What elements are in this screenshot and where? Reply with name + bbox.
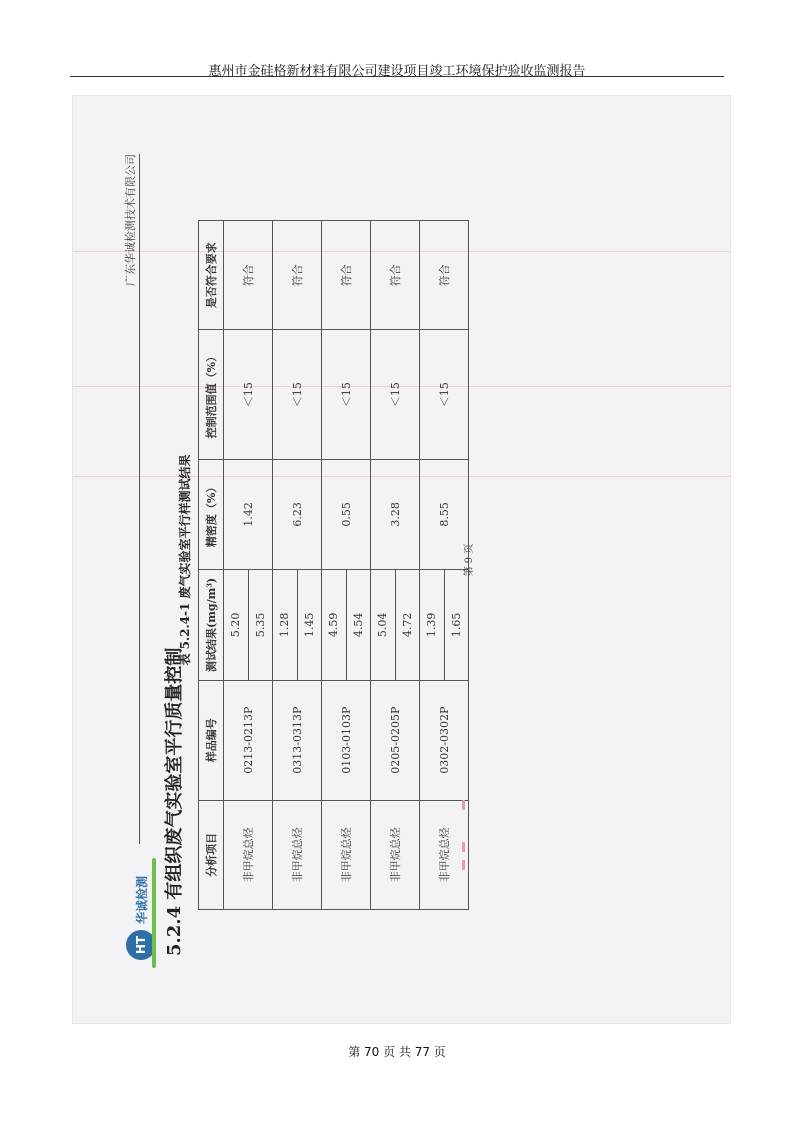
cell-precision: 8.55	[419, 459, 468, 569]
table-caption: 表 5.2.4-1 废气实验室平行样测试结果	[177, 453, 192, 666]
cell-precision: 1.42	[223, 459, 272, 569]
header-precision: 精密度（%）	[198, 459, 223, 569]
cell-sample-id: 0313-0313P	[272, 680, 321, 800]
cell-result: 5.20	[223, 569, 248, 680]
table-row	[223, 220, 248, 909]
cell-sample-id: 0213-0213P	[223, 680, 272, 800]
cell-result: 5.35	[248, 569, 273, 680]
cell-range: ＜15	[321, 329, 370, 458]
logo-swoosh	[152, 858, 156, 968]
table-row	[419, 220, 444, 909]
table-row	[272, 220, 297, 909]
page-footer: 第 70 页 共 77 页	[348, 1045, 446, 1059]
cell-sample-id: 0205-0205P	[370, 680, 419, 800]
cell-compliance: 符合	[419, 220, 468, 329]
table-row	[321, 220, 346, 909]
stamp-mark	[462, 842, 465, 852]
cell-compliance: 符合	[321, 220, 370, 329]
scan-page-number: 第 9 页	[463, 543, 475, 576]
cell-range: ＜15	[370, 329, 419, 458]
header-analyte: 分析项目	[198, 800, 223, 909]
cell-compliance: 符合	[223, 220, 272, 329]
cell-result: 1.45	[297, 569, 322, 680]
cell-result: 1.65	[444, 569, 469, 680]
cell-precision: 0.55	[321, 459, 370, 569]
cell-compliance: 符合	[370, 220, 419, 329]
stamp-mark	[462, 800, 465, 810]
cell-result: 4.72	[395, 569, 420, 680]
cell-range: ＜15	[419, 329, 468, 458]
cell-analyte: 非甲烷总烃	[223, 800, 272, 909]
header-result: 测试结果(mg/m³)	[198, 569, 223, 680]
company-rule	[139, 154, 140, 844]
cell-range: ＜15	[272, 329, 321, 458]
scanned-page	[72, 95, 731, 1024]
cell-precision: 3.28	[370, 459, 419, 569]
testing-company-name: 广东华诚检测技术有限公司	[123, 153, 137, 286]
cell-result: 1.39	[419, 569, 444, 680]
header-rule	[70, 76, 724, 77]
stamp-mark	[462, 860, 465, 870]
header-sample-id: 样品编号	[198, 680, 223, 800]
parallel-sample-table	[198, 220, 469, 910]
section-title: 5.2.4 有组织废气实验室平行质量控制	[163, 647, 185, 956]
cell-analyte: 非甲烷总烃	[370, 800, 419, 909]
cell-precision: 6.23	[272, 459, 321, 569]
cell-analyte: 非甲烷总烃	[321, 800, 370, 909]
cell-analyte: 非甲烷总烃	[419, 800, 468, 909]
cell-range: ＜15	[223, 329, 272, 458]
header-range: 控制范围值（%）	[198, 329, 223, 458]
cell-result: 5.04	[370, 569, 395, 680]
cell-compliance: 符合	[272, 220, 321, 329]
cell-result: 4.54	[346, 569, 371, 680]
rotated-content	[112, 130, 692, 990]
table-row	[370, 220, 395, 909]
header-compliance: 是否符合要求	[198, 220, 223, 329]
cell-sample-id: 0103-0103P	[321, 680, 370, 800]
logo-text: 华诚检测	[134, 875, 148, 924]
company-logo	[126, 875, 156, 959]
logo-mark: HT	[126, 930, 156, 960]
cell-analyte: 非甲烷总烃	[272, 800, 321, 909]
cell-result: 1.28	[272, 569, 297, 680]
cell-result: 4.59	[321, 569, 346, 680]
cell-sample-id: 0302-0302P	[419, 680, 468, 800]
report-header: 惠州市金硅格新材料有限公司建设项目竣工环境保护验收监测报告	[208, 64, 586, 79]
table-header-row	[198, 220, 223, 909]
